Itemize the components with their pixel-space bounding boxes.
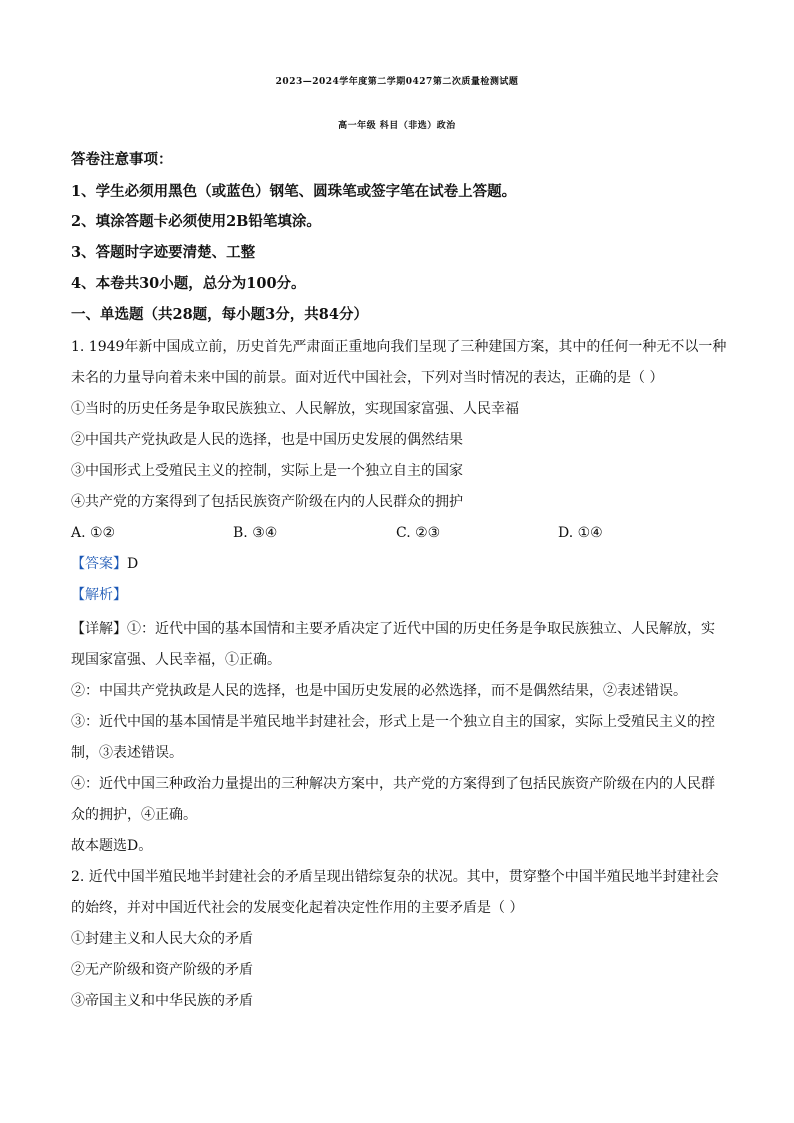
question-2-stem: 的始终，并对中国近代社会的发展变化起着决定性作用的主要矛盾是（ ） [71,900,524,916]
detail-line: ③：近代中国的基本国情是半殖民地半封建社会，形式上是一个独立自主的国家，实际上受殖民主义的控 [71,714,715,730]
detail-line: 现国家富强、人民幸福，①正确。 [71,652,281,668]
exam-title: 2023—2024学年度第二学期0427第二次质量检测试题 [275,77,519,87]
note-item: 2、填涂答题卡必须使用2B铅笔填涂。 [71,213,321,230]
note-item: 4、本卷共30小题，总分为100分。 [71,275,306,292]
answer-value: D [127,556,139,572]
detail-line: 【详解】①：近代中国的基本国情和主要矛盾决定了近代中国的历史任务是争取民族独立、人民解放，实 [71,621,715,637]
detail-line: 众的拥护，④正确。 [71,807,197,823]
question-1-stem: 1. 1949年新中国成立前，历史首先严肃面正重地向我们呈现了三种建国方案，其中的任何一种无不以一种 [71,339,727,355]
option-c: C. ②③ [396,525,441,541]
exam-subtitle: 高一年级 科目（非选）政治 [338,121,456,131]
statement: ③中国形式上受殖民主义的控制，实际上是一个独立自主的国家 [71,463,463,479]
detail-line: ④：近代中国三种政治力量提出的三种解决方案中，共产党的方案得到了包括民族资产阶级在内的人民群 [71,776,715,792]
statement: ④共产党的方案得到了包括民族资产阶级在内的人民群众的拥护 [71,494,463,510]
detail-line: 故本题选D。 [71,838,153,854]
statement: ①封建主义和人民大众的矛盾 [71,931,253,947]
option-b: B. ③④ [233,525,278,541]
option-d: D. ①④ [558,525,603,541]
detail-line: 制，③表述错误。 [71,745,183,761]
question-1-stem: 未名的力量导向着未来中国的前景。面对近代中国社会，下列对当时情况的表达，正确的是（ ） [71,370,664,386]
statement: ①当时的历史任务是争取民族独立、人民解放，实现国家富强、人民幸福 [71,401,519,417]
question-2-stem: 2. 近代中国半殖民地半封建社会的矛盾呈现出错综复杂的状况。其中，贯穿整个中国半殖民地半封建社会 [71,869,719,885]
answer-line [71,554,138,574]
statement: ②中国共产党执政是人民的选择，也是中国历史发展的偶然结果 [71,432,463,448]
option-a: A. ①② [71,525,116,541]
statement: ③帝国主义和中华民族的矛盾 [71,993,253,1009]
answer-tag: 【答案】 [71,556,127,572]
analysis-tag: 【解析】 [71,587,127,603]
statement: ②无产阶级和资产阶级的矛盾 [71,962,253,978]
note-item: 1、学生必须用黑色（或蓝色）钢笔、圆珠笔或签字笔在试卷上答题。 [71,183,517,200]
notes-heading: 答卷注意事项： [71,151,173,168]
detail-line: ②：中国共产党执政是人民的选择，也是中国历史发展的必然选择，而不是偶然结果，②表述错误。 [71,683,687,699]
note-item: 3、答题时字迹要清楚、工整 [71,244,256,261]
section-heading: 一、单选题（共28题，每小题3分，共84分） [71,306,368,323]
